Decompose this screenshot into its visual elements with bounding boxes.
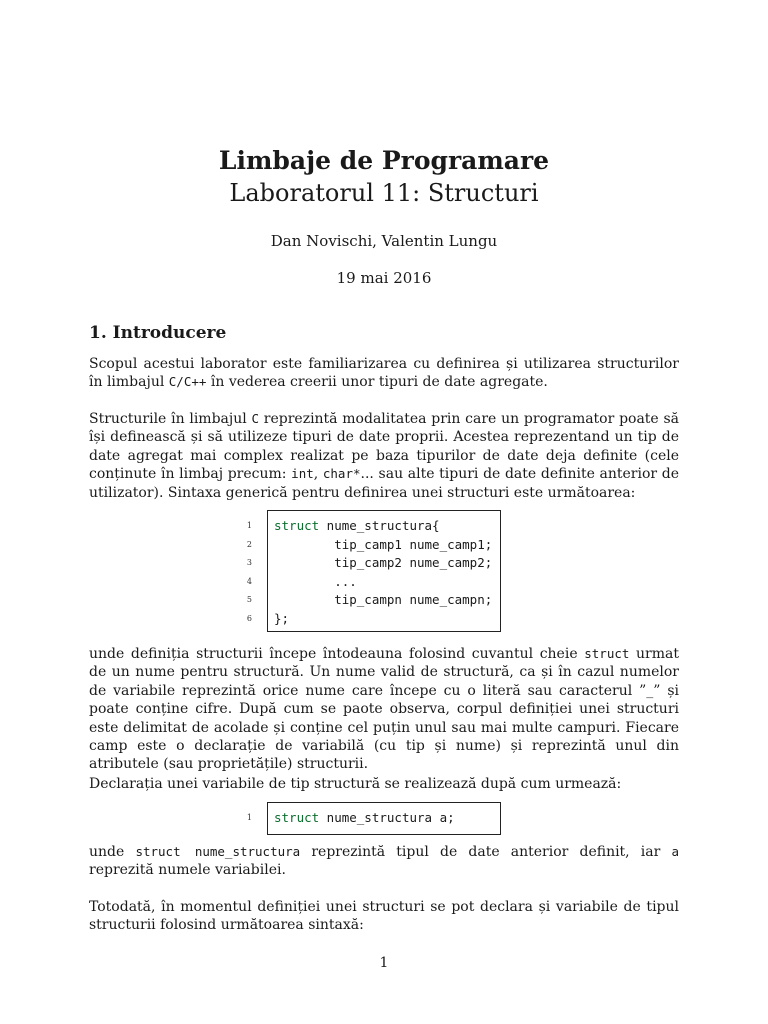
line-number: 6: [246, 613, 252, 623]
keyword: struct: [274, 810, 320, 825]
keyword: struct: [274, 518, 320, 533]
paper-subtitle: Laboratorul 11: Structuri: [229, 179, 539, 207]
code-block-variable-declaration: [246, 802, 501, 835]
section-heading: 1. Introducere: [89, 323, 227, 343]
code-line: 3 tip_camp2 nume_camp2;: [268, 554, 500, 573]
paragraph-definition: unde definiția structurii începe întodeauna folosind cuvantul cheie struct urmat de un nume pentru structură. Un nume valid de structură, ca și în cazul numelor de variabile reprezintă orice nume care începe cu o literă sau caracterul ”_” și poate conține cifre. După cum se paote observa, corpul definiției unei structuri este delimitat de acolade și conține cel puțin unul sau mai multe campuri. Fiecare camp este o declarație de variabilă (cu tip și nume) și reprezintă unul din atributele (sau proprietățile) structurii.: [89, 646, 679, 773]
line-number: 5: [246, 595, 252, 604]
paragraph-variable-explanation: unde struct nume_structura reprezintă tipul de date anterior definit, iar a reprezită numele variabilei.: [89, 844, 679, 879]
paragraph-intro: Scopul acestui laborator este familiarizarea cu definirea și utilizarea structurilor în limbajul C/C++ în vederea creerii unor tipuri de date agregate.: [89, 356, 679, 391]
paragraph-declaration: Declarația unei variabile de tip structură se realizează după cum urmează:: [89, 776, 622, 792]
code-block-struct-definition: [246, 510, 501, 632]
authors: Dan Novischi, Valentin Lungu: [270, 232, 498, 250]
code-line: 6 };: [268, 610, 500, 629]
paragraph-structs: Structurile în limbajul C reprezintă modalitatea prin care un programator poate să își definească și să utilizeze tipuri de date proprii. Acestea reprezentand un tip de date agregat mai complex realizat pe baza tipurilor de date deja definite (cele conținute în limbaj precum: int, char*... sau alte tipuri de date definite anterior de utilizator). Sintaxa generică pentru definirea unei structuri este următoarea:: [89, 411, 679, 501]
paragraph-inline-declaration: Totodată, în momentul definiției unei structuri se pot declara și variabile de tipul structurii folosind următoarea sintaxă:: [89, 899, 679, 934]
code-line: 2 tip_camp1 nume_camp1;: [268, 536, 500, 555]
line-number: 1: [246, 813, 252, 822]
page-number: 1: [379, 955, 389, 971]
date: 19 mai 2016: [336, 269, 432, 287]
line-number: 2: [246, 539, 252, 549]
code-line: 5 tip_campn nume_campn;: [268, 591, 500, 610]
code-line: 1 struct nume_structura{: [268, 517, 500, 536]
line-number: 1: [246, 521, 252, 530]
paper-title: Limbaje de Programare: [218, 146, 550, 175]
line-number: 3: [246, 558, 252, 567]
line-number: 4: [246, 576, 252, 586]
code-line: 1 struct nume_structura a;: [268, 809, 500, 828]
code-line: 4 ...: [268, 573, 500, 592]
